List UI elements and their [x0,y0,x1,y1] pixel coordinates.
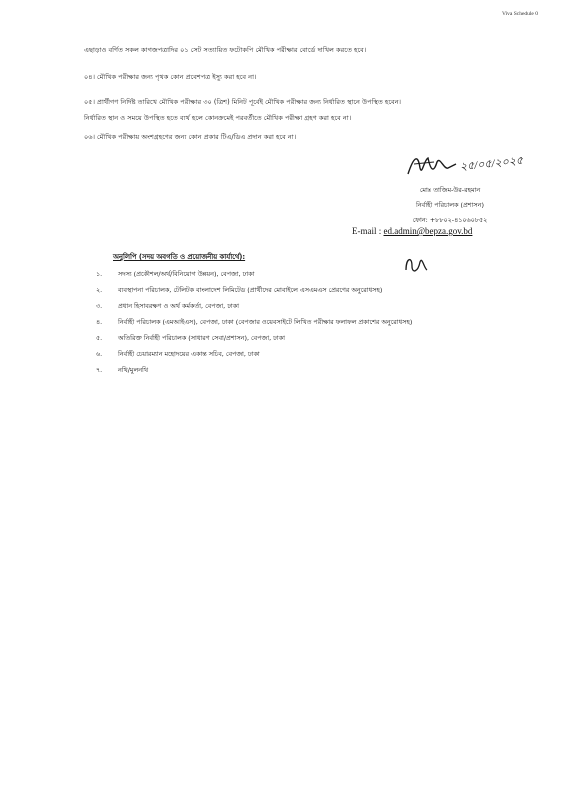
list-item-number: ৭. [96,366,103,374]
list-item-text: নির্বাহী চেয়ারম্যান মহোদয়ের একান্ত সচিব, বেপজা, ঢাকা [118,350,260,358]
list-item-text: প্রধান হিসাবরক্ষণ ও অর্থ কর্মকর্তা, বেপজা, ঢাকা [118,302,240,310]
list-item-text: অতিরিক্ত নির্বাহী পরিচালক (সাধারণ সেবা/প্রশাসন), বেপজা, ঢাকা [118,334,285,342]
header-tag: Viva Schedule 0 [501,11,538,17]
paragraph-04 [84,70,504,86]
list-item-number: ৩. [96,302,103,310]
email-label: E-mail : [352,226,384,236]
paragraph-line: ০৫। প্রার্থীগণ নির্দিষ্ট তারিখে মৌখিক পরীক্ষার ৩০ (ত্রিশ) মিনিট পূর্বেই মৌখিক পরীক্ষার জন্য নির্ধারিত স্থানে উপস্থিত হবেন। [84,98,402,106]
list-item [96,362,516,378]
copies-list [96,266,516,378]
signature-date: ২৫/০৫/২০২৫ [459,154,524,174]
paragraph-line: ০৪। মৌখিক পরীক্ষার জন্য পৃথক কোন প্রবেশপত্র ইস্যু করা হবে না। [84,73,257,81]
signer-email-line [352,226,472,236]
paragraph-line: নির্ধারিত স্থান ও সময়ে উপস্থিত হতে ব্যর্থ হলে কোনক্রমেই পরবর্তীতে মৌখিক পরীক্ষা গ্রহণ করা হবে না। [84,113,352,122]
paragraph-line: ০৬। মৌখিক পরীক্ষায় অংশগ্রহণের জন্য কোন প্রকার টিএ/ডিএ প্রদান করা হবে না। [84,133,297,141]
signer-phone: ফোন: +৮৮০২-৪১০৬০৮৫২ [412,216,488,224]
list-item-number: ১. [96,270,103,278]
signer-name: মোঃ তাজিম-উর-রহমান [419,186,481,194]
paragraph-05 [84,95,504,126]
list-item-text: নির্বাহী পরিচালক (এমআইএস), বেপজা, ঢাকা (বেপজার ওয়েবসাইটে লিখিত পরীক্ষার ফলাফল প্রকাশের অনুরোধসহ) [118,318,413,326]
paragraph-documents [84,43,504,59]
list-item [96,266,516,282]
list-item-text: ব্যবস্থাপনা পরিচালক, টেলিটক বাংলাদেশ লিমিটেড (প্রার্থীদের মোবাইলে এসএমএস প্রেরণের অনুরোধসহ) [118,286,383,294]
paragraph-06 [84,130,504,146]
list-item-text: নথি/মুলনথি [118,366,149,374]
list-item-number: ৬. [96,350,103,358]
list-item-number: ২. [96,286,103,294]
list-item [96,314,516,330]
list-item-number: ৫. [96,334,103,342]
signer-designation: নির্বাহী পরিচালক (প্রশাসন) [416,201,484,209]
list-item-number: ৪. [96,318,103,326]
email-link[interactable]: ed.admin@bepza.gov.bd [383,226,473,236]
list-item-text: সদস্য (প্রকৌশল/অর্থ/বিনিয়োগ উন্নয়ন), বেপজা, ঢাকা [118,270,255,278]
list-item [96,330,516,346]
copies-heading: অনুলিপি (সদয় অবগতি ও প্রয়োজনীয় কার্যার্থে): [113,253,246,261]
paragraph-line: এছাড়াও বর্ণিত সকল কাগজপত্রাদির ০১ সেট সত্যায়িত ফটোকপি মৌখিক পরীক্ষার বোর্ডে দাখিল করতে হবে। [84,46,367,54]
list-item [96,298,516,314]
list-item [96,346,516,362]
list-item [96,282,516,298]
